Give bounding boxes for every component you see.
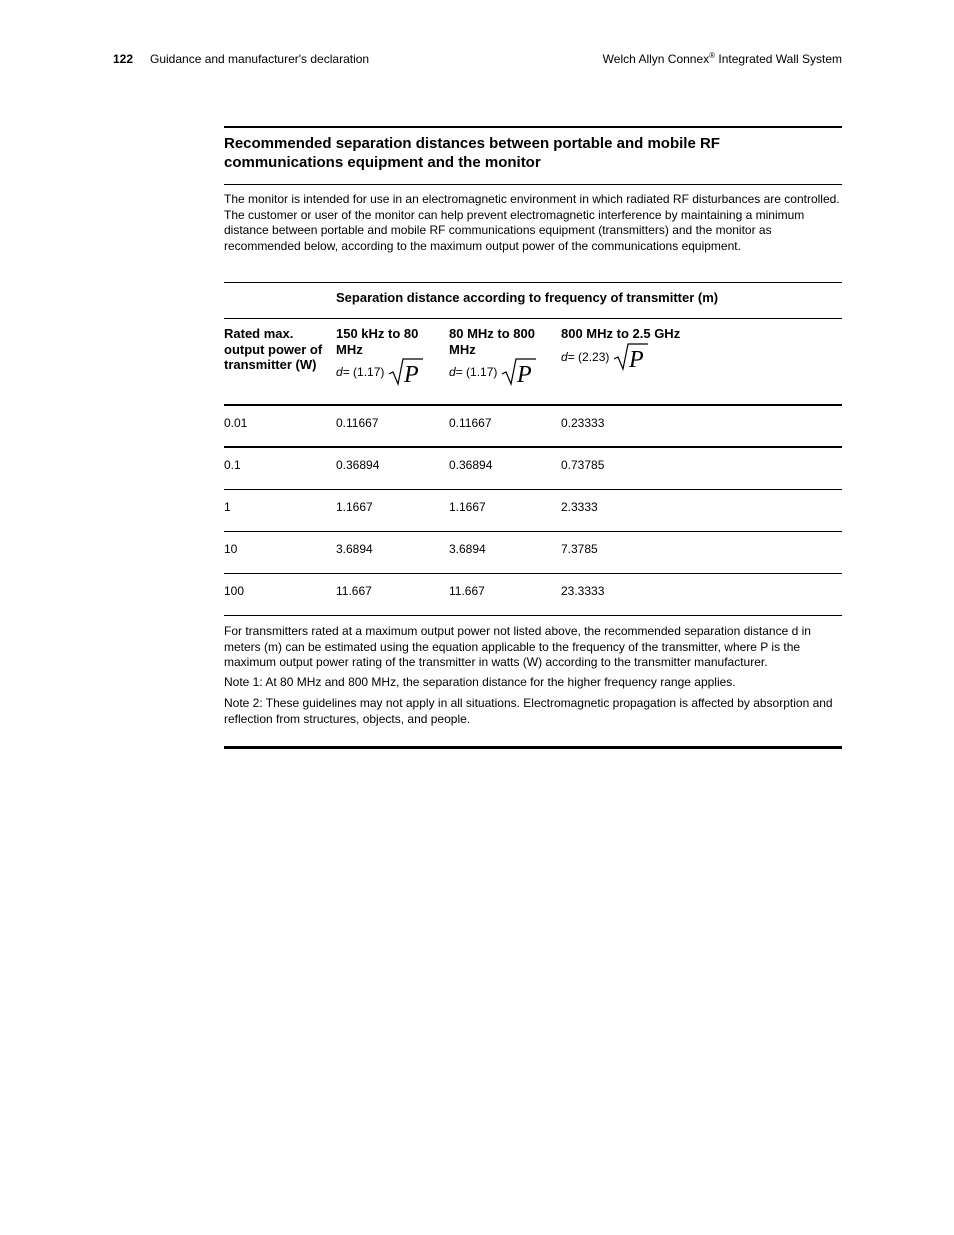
formula-80mhz bbox=[449, 358, 537, 386]
column-header-800mhz: 800 MHz to 2.5 GHz bbox=[561, 326, 681, 341]
product-name-suffix: Integrated Wall System bbox=[715, 52, 842, 66]
column-header-80mhz: 80 MHz to 800 MHz bbox=[449, 326, 535, 357]
formula-800mhz bbox=[561, 343, 649, 371]
table-title bbox=[224, 134, 842, 172]
formula-variable: P bbox=[629, 347, 645, 371]
formula-150khz bbox=[336, 358, 424, 386]
row-divider bbox=[224, 615, 842, 616]
column-header-power: Rated max. output power of transmitter (W) bbox=[224, 326, 323, 372]
intro-divider bbox=[224, 282, 842, 283]
table-title-line-2: communications equipment and the monitor bbox=[224, 154, 541, 171]
table-cell: 100 bbox=[224, 584, 245, 598]
table-cell: 3.6894 bbox=[449, 542, 486, 556]
formula-d: d bbox=[449, 365, 456, 379]
square-root-icon bbox=[501, 358, 537, 386]
running-header bbox=[113, 52, 842, 70]
table-notes bbox=[224, 624, 842, 727]
table-cell: 10 bbox=[224, 542, 238, 556]
row-divider bbox=[224, 446, 842, 448]
note-1: Note 1: At 80 MHz and 800 MHz, the separation distance for the higher frequency range applies. bbox=[224, 674, 736, 689]
table-cell: 7.3785 bbox=[561, 542, 598, 556]
table-cell: 11.667 bbox=[449, 584, 485, 598]
table-cell: 11.667 bbox=[336, 584, 372, 598]
table-cell: 0.01 bbox=[224, 416, 248, 430]
product-name bbox=[603, 52, 842, 66]
intro-paragraph: The monitor is intended for use in an electromagnetic environment in which radiated RF disturbances are controlled. The customer or user of the monitor can help prevent electromagnetic interference by maintaining a minimum distance between portable and mobile RF communications equipment (transmitters) and the monitor as recommended below, according to the maximum output power of the communications equipment. bbox=[224, 192, 840, 253]
table-top-rule bbox=[224, 126, 842, 128]
table-cell: 1.1667 bbox=[336, 500, 373, 514]
table-bottom-rule bbox=[224, 746, 842, 749]
column-header-150khz: 150 kHz to 80 MHz bbox=[336, 326, 419, 357]
row-divider bbox=[224, 489, 842, 490]
table-cell: 0.36894 bbox=[449, 458, 493, 472]
formula-d: d bbox=[336, 365, 343, 379]
note-main: For transmitters rated at a maximum output power not listed above, the recommended separation distance d in meters (m) can be estimated using the equation applicable to the frequency of the transmitter, where P is the maximum output power rating of the transmitter in watts (W) according to the transmitter manufacturer. bbox=[224, 624, 811, 669]
table-cell: 0.73785 bbox=[561, 458, 605, 472]
table-cell: 0.36894 bbox=[336, 458, 380, 472]
formula-coefficient: = (1.17) bbox=[342, 365, 385, 379]
table-cell: 0.23333 bbox=[561, 416, 605, 430]
registered-mark: ® bbox=[709, 51, 716, 60]
table-cell: 2.3333 bbox=[561, 500, 598, 514]
formula-coefficient: = (2.23) bbox=[567, 350, 610, 364]
table-cell: 1 bbox=[224, 500, 231, 514]
formula-d: d bbox=[561, 350, 568, 364]
square-root-icon bbox=[613, 343, 649, 371]
section-title: Guidance and manufacturer's declaration bbox=[150, 52, 370, 66]
square-root-icon bbox=[388, 358, 424, 386]
table-cell: 3.6894 bbox=[336, 542, 373, 556]
formula-coefficient: = (1.17) bbox=[455, 365, 498, 379]
formula-variable: P bbox=[517, 362, 533, 386]
title-divider bbox=[224, 184, 842, 185]
span-header-divider bbox=[224, 318, 842, 319]
table-cell: 0.11667 bbox=[336, 416, 379, 430]
row-divider bbox=[224, 531, 842, 532]
page-number: 122 bbox=[113, 52, 134, 66]
table-cell: 0.11667 bbox=[449, 416, 492, 430]
table-cell: 0.1 bbox=[224, 458, 241, 472]
product-name-prefix: Welch Allyn Connex bbox=[602, 52, 710, 66]
table-cell: 1.1667 bbox=[449, 500, 486, 514]
note-2: Note 2: These guidelines may not apply in all situations. Electromagnetic propagation is affected by absorption and reflection from structures, objects, and people. bbox=[224, 696, 833, 726]
table-title-line-1: Recommended separation distances between portable and mobile RF bbox=[224, 135, 720, 152]
table-cell: 23.3333 bbox=[561, 584, 605, 598]
span-header: Separation distance according to frequency of transmitter (m) bbox=[336, 290, 719, 305]
header-bottom-rule bbox=[224, 404, 842, 406]
formula-variable: P bbox=[404, 362, 420, 386]
row-divider bbox=[224, 573, 842, 574]
